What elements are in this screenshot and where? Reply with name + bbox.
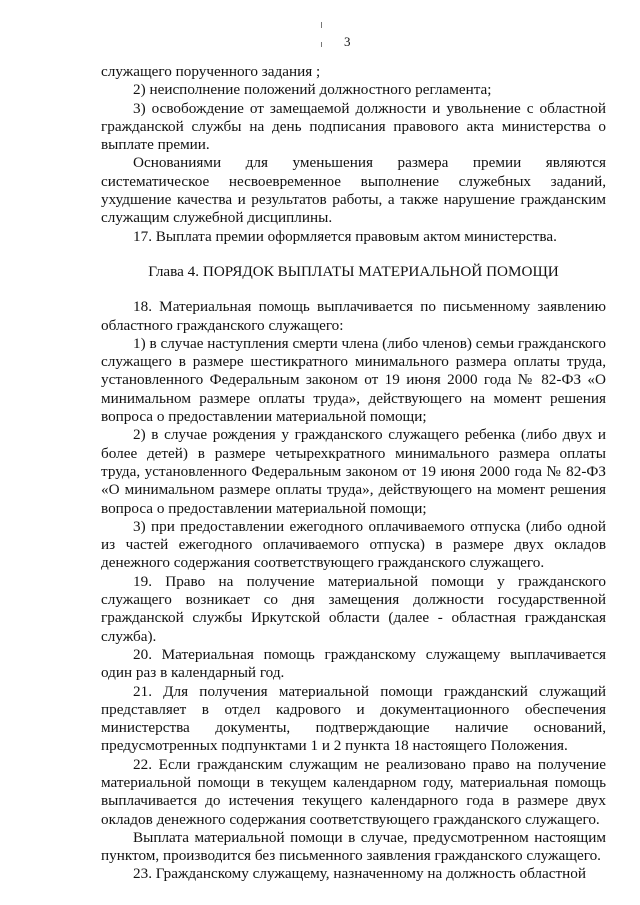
- paragraph: 2) в случае рождения у гражданского служащего ребенка (либо двух и более детей) в размере четырехкратного минимального размера оплаты труда, установленного Федеральным законом от 19 июня 2000 года № 82-ФЗ «О минимальном размере оплаты труда», действующего на момент решения вопроса о предоставлении материальной помощи;: [101, 426, 606, 517]
- document-body: [101, 63, 606, 884]
- paragraph: 1) в случае наступления смерти члена (либо членов) семьи гражданского служащего в размере шестикратного минимального размера оплаты труда, установленного Федеральным законом от 19 июня 2000 года № 82-ФЗ «О минимальном размере оплаты труда», действующего на момент решения вопроса о предоставлении материальной помощи;: [101, 334, 606, 426]
- chapter-heading: Глава 4. ПОРЯДОК ВЫПЛАТЫ МАТЕРИАЛЬНОЙ ПОМОЩИ: [148, 262, 559, 280]
- page-number: 3: [344, 34, 351, 49]
- paragraph: 21. Для получения материальной помощи гражданский служащий представляет в отдел кадрового и документационного обеспечения министерства документы, подтверждающие наличие оснований, предусмотренных подпунктами 1 и 2 пункта 18 настоящего Положения.: [101, 682, 606, 755]
- paragraph: служащего порученного задания ;: [101, 63, 321, 80]
- paragraph: 2) неисполнение положений должностного регламента;: [133, 81, 492, 99]
- paragraph: 3) освобождение от замещаемой должности и увольнение с областной гражданской службы на день подписания правового акта министерства о выплате премии.: [101, 99, 606, 154]
- paragraph: Основаниями для уменьшения размера премии являются систематическое несвоевременное выполнение служебных заданий, ухудшение качества и результатов работы, а также нарушение гражданским служащим служебной дисциплины.: [101, 154, 606, 227]
- paragraph: 19. Право на получение материальной помощи у гражданского служащего возникает со дня замещения должности государственной гражданской службы Иркутской области (далее - областная гражданская служба).: [101, 572, 606, 645]
- paragraph: 20. Материальная помощь гражданскому служащему выплачивается один раз в календарный год.: [101, 645, 606, 682]
- paragraph: 17. Выплата премии оформляется правовым актом министерства.: [133, 227, 557, 245]
- paragraph: Выплата материальной помощи в случае, предусмотренном настоящим пунктом, производится без письменного заявления гражданского служащего.: [101, 828, 606, 865]
- paragraph: 18. Материальная помощь выплачивается по письменному заявлению областного гражданского служащего:: [101, 298, 606, 334]
- scan-speck: [321, 42, 322, 47]
- scan-speck: [321, 22, 322, 28]
- paragraph: 3) при предоставлении ежегодного оплачиваемого отпуска (либо одной из частей ежегодного оплачиваемого отпуска) в размере двух окладов денежного содержания соответствующего гражданского служащего.: [101, 517, 606, 572]
- paragraph: 22. Если гражданским служащим не реализовано право на получение материальной помощи в текущем календарном году, материальная помощь выплачивается до истечения текущего календарного года в размере двух окладов денежного содержания соответствующего гражданского служащего.: [101, 755, 606, 828]
- paragraph: 23. Гражданскому служащему, назначенному на должность областной: [133, 865, 586, 883]
